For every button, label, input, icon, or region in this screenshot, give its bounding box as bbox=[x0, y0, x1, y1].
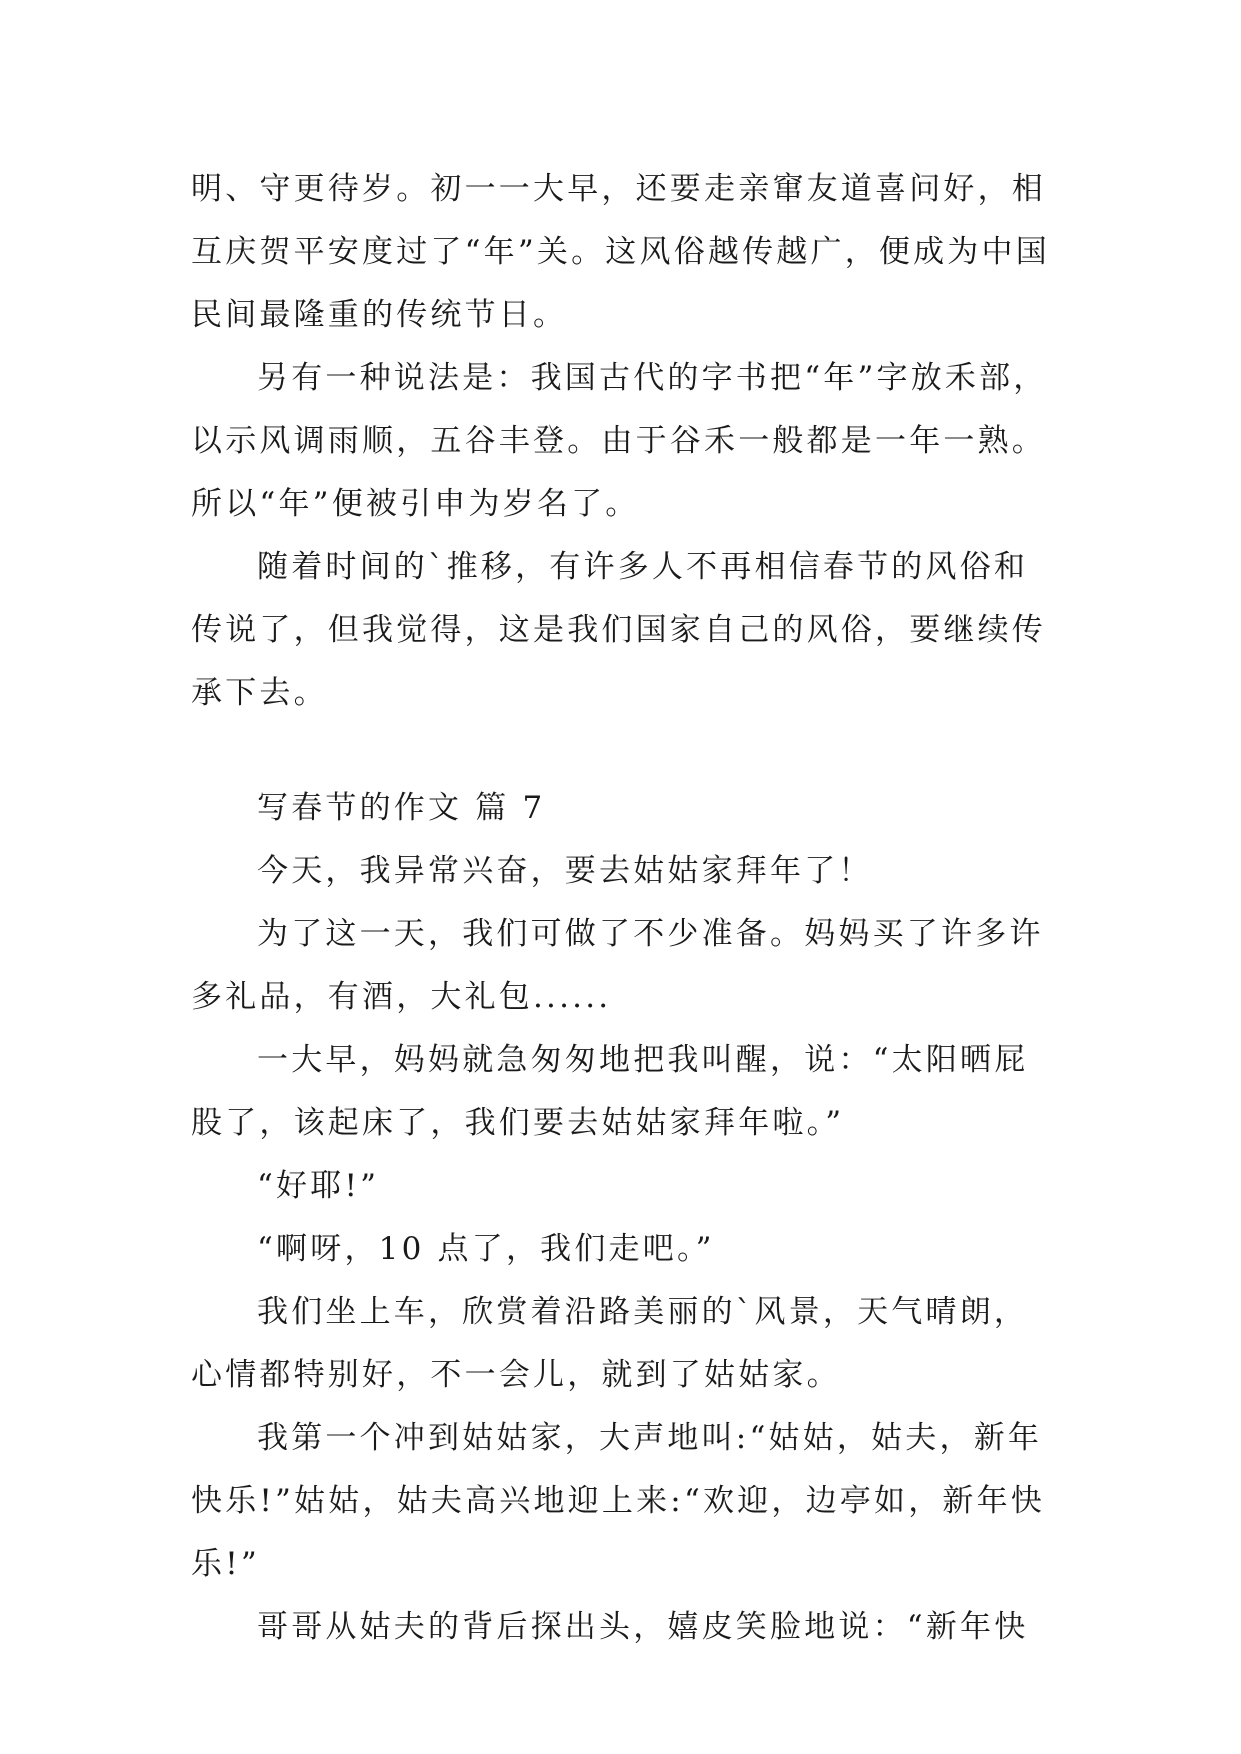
paragraph-continuation: 明、守更待岁。初一一大早，还要走亲窜友道喜问好，相互庆贺平安度过了“年”关。这风俗越传越广，便成为中国民间最隆重的传统节日。 bbox=[191, 171, 1050, 333]
dialogue-line: “好耶!” bbox=[257, 1168, 380, 1204]
paragraph: 今天，我异常兴奋，要去姑姑家拜年了！ bbox=[257, 853, 873, 889]
paragraph: 另有一种说法是：我国古代的字书把“年”字放禾部，以示风调雨顺，五谷丰登。由于谷禾一般都是一年一熟。所以“年”便被引申为岁名了。 bbox=[191, 360, 1048, 522]
section-heading: 写春节的作文 篇 7 bbox=[257, 790, 546, 826]
dialogue-line: “啊呀，10 点了，我们走吧。” bbox=[257, 1231, 715, 1267]
paragraph: 为了这一天，我们可做了不少准备。妈妈买了许多许多礼品，有酒，大礼包...... bbox=[191, 916, 1044, 1015]
paragraph: 我第一个冲到姑姑家，大声地叫:“姑姑，姑夫，新年快乐!”姑姑，姑夫高兴地迎上来:“欢迎，边亭如，新年快乐!” bbox=[191, 1420, 1045, 1582]
paragraph: 随着时间的`推移，有许多人不再相信春节的风俗和传说了，但我觉得，这是我们国家自己的风俗，要继续传承下去。 bbox=[191, 549, 1046, 711]
document-body bbox=[191, 158, 1051, 1659]
section-gap bbox=[191, 725, 1051, 777]
paragraph: 一大早，妈妈就急匆匆地把我叫醒，说：“太阳晒屁股了，该起床了，我们要去姑姑家拜年啦。” bbox=[191, 1042, 1029, 1141]
paragraph: 哥哥从姑夫的背后探出头，嬉皮笑脸地说：“新年快 bbox=[257, 1609, 1029, 1645]
paragraph: 我们坐上车，欣赏着沿路美丽的`风景，天气晴朗，心情都特别好，不一会儿，就到了姑姑家。 bbox=[191, 1294, 1029, 1393]
